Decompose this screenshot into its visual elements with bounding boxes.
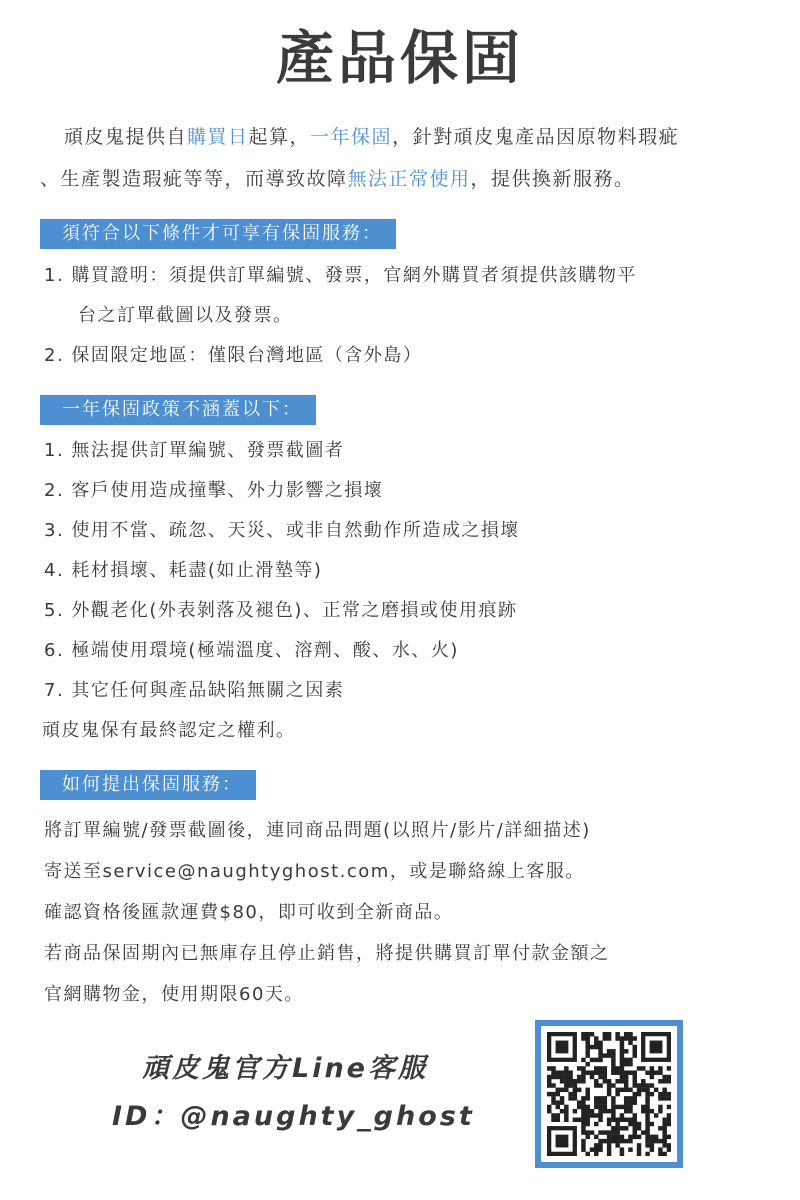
claim-line: 官網購物金，使用期限60天。 bbox=[44, 984, 304, 1005]
qr-code-icon[interactable] bbox=[535, 1020, 683, 1168]
intro-text: 、生產製造瑕疵等等，而導致故障 bbox=[40, 168, 348, 190]
list-item: 2. 客戶使用造成撞擊、外力影響之損壞 bbox=[44, 480, 384, 501]
section-heading-how-to-claim: 如何提出保固服務： bbox=[40, 770, 256, 800]
list-item: 5. 外觀老化(外表剝落及褪色)、正常之磨損或使用痕跡 bbox=[44, 600, 518, 621]
conditions-list bbox=[44, 256, 637, 376]
intro-paragraph bbox=[40, 116, 770, 200]
list-item: 2. 保固限定地區：僅限台灣地區（含外島） bbox=[44, 345, 423, 366]
rights-note: 頑皮鬼保有最終認定之權利。 bbox=[42, 720, 296, 741]
claim-line: 寄送至service@naughtyghost.com，或是聯絡線上客服。 bbox=[44, 861, 585, 882]
page-title: 產品保固 bbox=[275, 24, 524, 92]
intro-line-1 bbox=[40, 116, 770, 158]
list-item: 4. 耗材損壞、耗盡(如止滑墊等) bbox=[44, 560, 323, 581]
intro-highlight: 購買日 bbox=[187, 126, 249, 148]
qr-code-graphic bbox=[547, 1032, 671, 1156]
intro-text: 頑皮鬼提供自 bbox=[64, 126, 188, 148]
list-item: 1. 無法提供訂單編號、發票截圖者 bbox=[44, 440, 345, 461]
intro-text: 起算， bbox=[248, 126, 311, 148]
intro-highlight: 一年保固 bbox=[310, 126, 393, 148]
exclusions-list bbox=[44, 431, 520, 751]
intro-text: ，針對頑皮鬼產品因原物料瑕疵 bbox=[392, 126, 680, 148]
claim-instructions bbox=[44, 810, 764, 1015]
list-item-continuation: 台之訂單截圖以及發票。 bbox=[78, 305, 293, 326]
section-heading-conditions: 須符合以下條件才可享有保固服務： bbox=[40, 219, 396, 249]
line-support-id: ID：@naughty_ghost bbox=[112, 1101, 475, 1132]
list-item: 7. 其它任何與產品缺陷無關之因素 bbox=[44, 680, 345, 701]
section-heading-exclusions: 一年保固政策不涵蓋以下： bbox=[40, 395, 316, 425]
intro-text: ，提供換新服務。 bbox=[470, 168, 635, 190]
list-item-text: 1. 購買證明：須提供訂單編號、發票，官網外購買者須提供該購物平 bbox=[44, 265, 637, 286]
list-item: 3. 使用不當、疏忽、天災、或非自然動作所造成之損壞 bbox=[44, 520, 520, 541]
list-item: 6. 極端使用環境(極端溫度、溶劑、酸、水、火) bbox=[44, 640, 459, 661]
intro-line-2 bbox=[40, 158, 770, 200]
line-support-title: 頑皮鬼官方Line客服 bbox=[142, 1053, 428, 1084]
claim-line: 確認資格後匯款運費$80，即可收到全新商品。 bbox=[44, 902, 454, 923]
claim-line: 若商品保固期內已無庫存且停止銷售，將提供購買訂單付款金額之 bbox=[44, 943, 610, 964]
intro-highlight: 無法正常使用 bbox=[347, 168, 471, 190]
list-item bbox=[44, 256, 637, 336]
claim-line: 將訂單編號/發票截圖後，連同商品問題(以照片/影片/詳細描述) bbox=[44, 820, 591, 841]
